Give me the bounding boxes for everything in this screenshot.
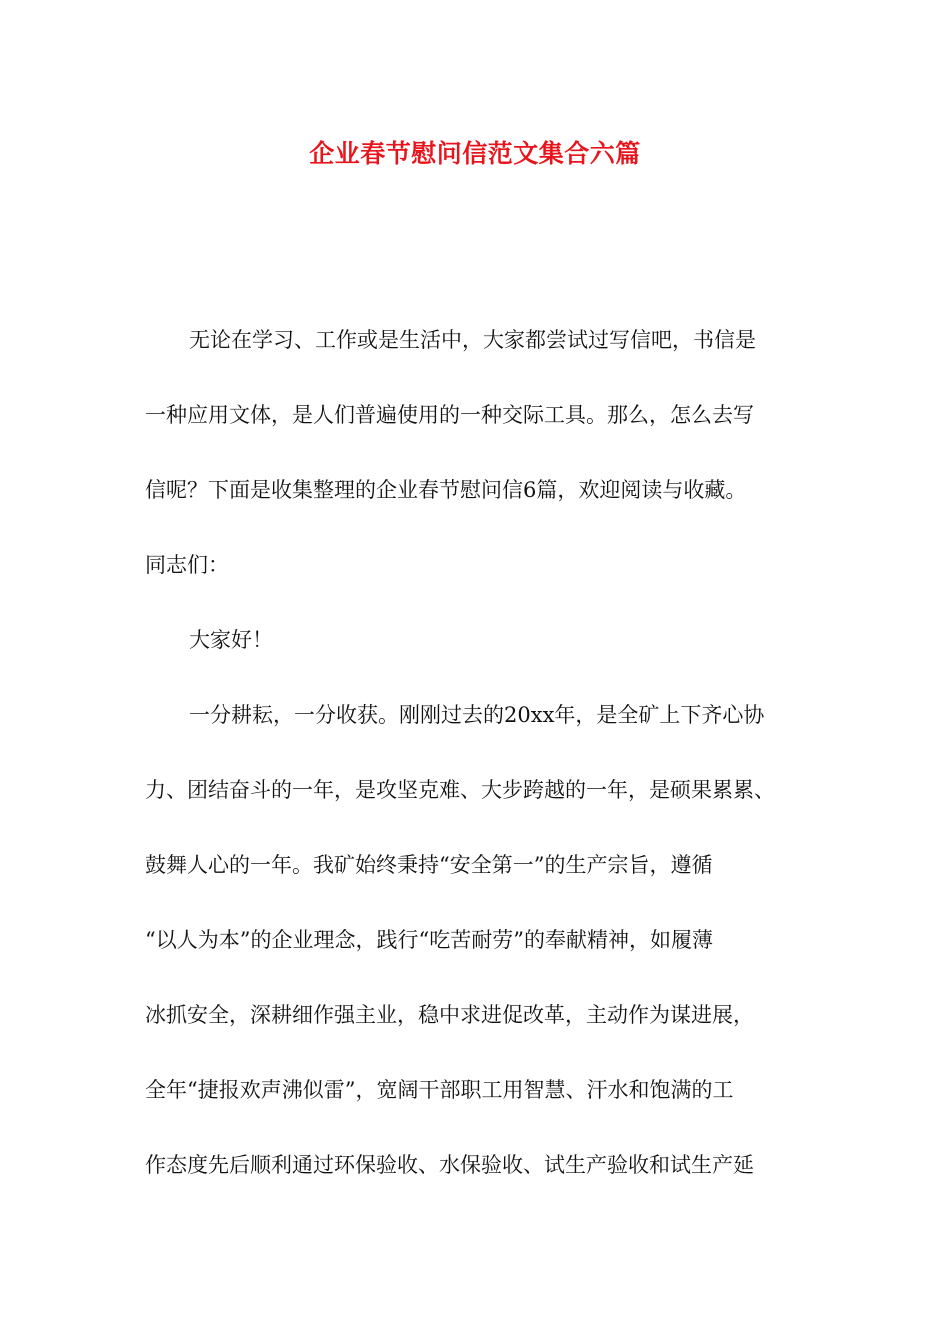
- body-line-11: 全年“捷报欢声沸似雷”，宽阔干部职工用智慧、汗水和饱满的工: [145, 1078, 734, 1102]
- salutation-line: 同志们：: [145, 553, 229, 577]
- body-line-3: 信呢？下面是收集整理的企业春节慰问信6篇，欢迎阅读与收藏。: [145, 478, 747, 502]
- body-line-7: 力、团结奋斗的一年，是攻坚克难、大步跨越的一年，是硕果累累、: [145, 778, 775, 802]
- body-line-8: 鼓舞人心的一年。我矿始终秉持“安全第一”的生产宗旨，遵循: [145, 853, 713, 877]
- body-line-9: “以人为本”的企业理念，践行“吃苦耐劳”的奉献精神，如履薄: [145, 928, 713, 952]
- body-line-1: 无论在学习、工作或是生活中，大家都尝试过写信吧，书信是: [189, 328, 756, 352]
- body-line-6: 一分耕耘，一分收获。刚刚过去的20xx年，是全矿上下齐心协: [189, 703, 765, 727]
- greeting-line: 大家好！: [189, 628, 273, 652]
- document-title: 企业春节慰问信范文集合六篇: [309, 139, 641, 168]
- body-line-10: 冰抓安全，深耕细作强主业，稳中求进促改革，主动作为谋进展，: [145, 1003, 754, 1027]
- body-line-2: 一种应用文体，是人们普遍使用的一种交际工具。那么，怎么去写: [145, 403, 754, 427]
- body-line-12: 作态度先后顺利通过环保验收、水保验收、试生产验收和试生产延: [145, 1153, 754, 1177]
